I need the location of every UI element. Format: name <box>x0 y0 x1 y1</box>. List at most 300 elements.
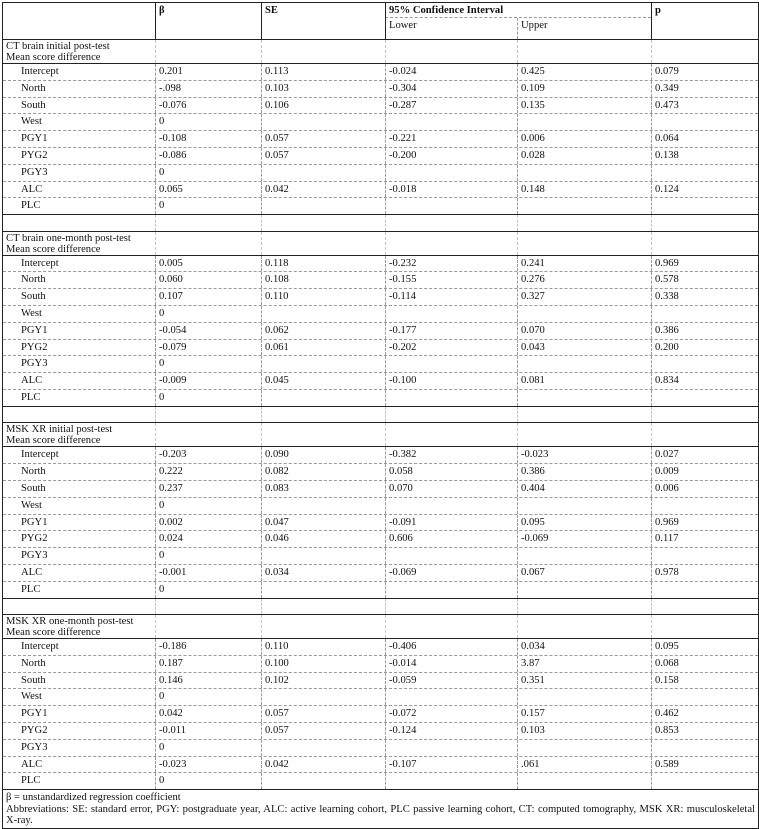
cell-beta: 0.065 <box>155 182 261 198</box>
cell-p <box>651 582 758 598</box>
cell-lower <box>385 740 517 756</box>
spacer-cell <box>261 599 385 615</box>
spacer-cell <box>155 215 261 231</box>
spacer-cell <box>651 215 758 231</box>
cell-se: 0.110 <box>261 289 385 305</box>
cell-upper <box>517 773 651 789</box>
cell-lower: -0.200 <box>385 148 517 164</box>
cell-p <box>651 198 758 214</box>
cell-p: 0.068 <box>651 656 758 672</box>
cell-label: North <box>21 466 46 478</box>
spacer-cell <box>517 215 651 231</box>
spacer-cell <box>517 407 651 423</box>
cell-se: 0.062 <box>261 323 385 339</box>
cell-p: 0.009 <box>651 464 758 480</box>
cell-upper: 0.425 <box>517 64 651 80</box>
cell-label: PGY1 <box>21 324 48 336</box>
table-row <box>3 323 758 340</box>
table-row <box>3 706 758 723</box>
cell-label: PYG2 <box>21 725 48 736</box>
table-row <box>3 390 758 407</box>
spacer-cell <box>155 599 261 615</box>
header-upper-cell <box>517 18 651 39</box>
cell-beta: 0.060 <box>155 272 261 288</box>
regression-table <box>2 2 759 829</box>
cell-upper: 0.404 <box>517 481 651 497</box>
cell-upper: -0.069 <box>517 531 651 547</box>
cell-label: ALC <box>21 375 43 387</box>
cell-beta: 0.002 <box>155 515 261 531</box>
spacer-cell <box>385 407 517 423</box>
cell-lower <box>385 582 517 598</box>
cell-beta: 0 <box>155 582 261 598</box>
header-lower-cell <box>385 3 517 39</box>
cell-lower: -0.287 <box>385 98 517 114</box>
cell-p <box>651 356 758 372</box>
table-body <box>3 40 758 790</box>
section-title <box>3 423 758 446</box>
cell-lower: -0.221 <box>385 131 517 147</box>
cell-p: 0.853 <box>651 723 758 739</box>
cell-upper: 0.135 <box>517 98 651 114</box>
cell-upper <box>517 548 651 564</box>
table-row <box>3 256 758 273</box>
cell-se: 0.110 <box>261 639 385 655</box>
cell-se: 0.057 <box>261 131 385 147</box>
cell-label: PLC <box>21 392 41 404</box>
table-row <box>3 98 758 115</box>
header-confidence-interval: 95% Confidence Interval <box>385 3 651 18</box>
section-title-line1: MSK XR one-month post-test <box>6 616 134 628</box>
cell-label: West <box>21 116 42 128</box>
cell-beta: 0.005 <box>155 256 261 272</box>
header-empty-cell <box>3 3 155 39</box>
cell-beta: -0.086 <box>155 148 261 164</box>
cell-p: 0.578 <box>651 272 758 288</box>
table-row <box>3 498 758 515</box>
cell-label: PGY1 <box>21 133 48 145</box>
cell-label: PGY3 <box>21 741 48 753</box>
cell-se <box>261 689 385 705</box>
cell-upper <box>517 740 651 756</box>
table-row <box>3 64 758 81</box>
cell-upper <box>517 390 651 406</box>
cell-upper: 0.109 <box>517 81 651 97</box>
header-se: SE <box>261 3 385 39</box>
table-row <box>3 673 758 690</box>
section-title-row <box>3 232 758 256</box>
header-beta: β <box>155 3 261 39</box>
cell-label: Intercept <box>21 641 59 653</box>
table-row <box>3 740 758 757</box>
cell-label: Intercept <box>21 66 59 77</box>
cell-lower: -0.059 <box>385 673 517 689</box>
spacer-cell <box>651 407 758 423</box>
cell-beta: 0 <box>155 356 261 372</box>
table-bottom-rule <box>3 827 758 829</box>
section-title-line2: Mean score difference <box>6 52 101 63</box>
cell-label: North <box>21 657 46 669</box>
cell-p <box>651 306 758 322</box>
cell-upper: 3.87 <box>517 656 651 672</box>
cell-beta: 0.237 <box>155 481 261 497</box>
cell-beta: -0.023 <box>155 757 261 773</box>
cell-p: 0.124 <box>651 182 758 198</box>
cell-se: 0.102 <box>261 673 385 689</box>
cell-upper: 0.028 <box>517 148 651 164</box>
cell-lower <box>385 498 517 514</box>
cell-beta: 0 <box>155 773 261 789</box>
cell-se: 0.034 <box>261 565 385 581</box>
cell-lower <box>385 356 517 372</box>
cell-lower <box>385 306 517 322</box>
cell-lower: -0.014 <box>385 656 517 672</box>
cell-se: 0.042 <box>261 757 385 773</box>
table-row <box>3 114 758 131</box>
cell-upper: 0.386 <box>517 464 651 480</box>
cell-beta: -0.009 <box>155 373 261 389</box>
section-title <box>3 615 758 638</box>
cell-beta: -0.203 <box>155 447 261 463</box>
cell-p <box>651 498 758 514</box>
cell-beta: 0 <box>155 548 261 564</box>
spacer-cell <box>651 599 758 615</box>
cell-upper <box>517 689 651 705</box>
cell-se: 0.082 <box>261 464 385 480</box>
cell-p: 0.834 <box>651 373 758 389</box>
cell-p: 0.473 <box>651 98 758 114</box>
table-row <box>3 165 758 182</box>
cell-beta: 0.107 <box>155 289 261 305</box>
cell-label: ALC <box>21 566 43 578</box>
cell-lower: -0.304 <box>385 81 517 97</box>
cell-upper: 0.043 <box>517 340 651 356</box>
cell-beta: 0.042 <box>155 706 261 722</box>
table-row <box>3 131 758 148</box>
cell-label: ALC <box>21 183 43 195</box>
header-upper: Upper <box>521 20 548 31</box>
cell-label: PGY3 <box>21 550 48 562</box>
cell-p: 0.462 <box>651 706 758 722</box>
cell-p: 0.138 <box>651 148 758 164</box>
cell-se: 0.046 <box>261 531 385 547</box>
cell-label: North <box>21 82 46 94</box>
cell-p: 0.158 <box>651 673 758 689</box>
footnote-beta-definition: β = unstandardized regression coefficient <box>6 792 181 804</box>
cell-label: Intercept <box>21 257 59 269</box>
cell-upper: -0.023 <box>517 447 651 463</box>
cell-se: 0.106 <box>261 98 385 114</box>
header-p: p <box>651 3 758 39</box>
cell-lower: -0.124 <box>385 723 517 739</box>
table-row <box>3 198 758 215</box>
section-title-line1: CT brain initial post-test <box>6 41 110 52</box>
table-row <box>3 373 758 390</box>
cell-upper <box>517 198 651 214</box>
cell-lower: 0.606 <box>385 531 517 547</box>
cell-se <box>261 165 385 181</box>
cell-p: 0.978 <box>651 565 758 581</box>
footnote-abbreviations: Abbreviations: SE: standard error, PGY: postgraduate year, ALC: active learning cohort, PLC passive learning cohort, CT: computed tomography, MSK XR: musculoskeletal X-ray. <box>6 803 755 827</box>
cell-label: PGY3 <box>21 166 48 178</box>
cell-upper: .061 <box>517 757 651 773</box>
table-row <box>3 565 758 582</box>
cell-se: 0.100 <box>261 656 385 672</box>
cell-lower <box>385 548 517 564</box>
cell-se <box>261 740 385 756</box>
section-title-row <box>3 423 758 447</box>
section-title-line1: CT brain one-month post-test <box>6 232 131 244</box>
cell-label: PLC <box>21 200 41 212</box>
cell-lower <box>385 165 517 181</box>
cell-se <box>261 773 385 789</box>
cell-upper: 0.081 <box>517 373 651 389</box>
section-title-line2: Mean score difference <box>6 627 101 639</box>
cell-se: 0.061 <box>261 340 385 356</box>
cell-p: 0.200 <box>651 340 758 356</box>
cell-lower: -0.069 <box>385 565 517 581</box>
cell-se: 0.057 <box>261 148 385 164</box>
cell-upper: 0.148 <box>517 182 651 198</box>
cell-se: 0.042 <box>261 182 385 198</box>
cell-label: Intercept <box>21 449 59 461</box>
cell-p <box>651 165 758 181</box>
cell-lower: -0.202 <box>385 340 517 356</box>
table-row <box>3 582 758 599</box>
table-row <box>3 464 758 481</box>
cell-p <box>651 548 758 564</box>
cell-lower: 0.058 <box>385 464 517 480</box>
cell-label: West <box>21 499 42 511</box>
cell-p: 0.027 <box>651 447 758 463</box>
cell-upper <box>517 306 651 322</box>
cell-lower <box>385 114 517 130</box>
cell-lower: 0.070 <box>385 481 517 497</box>
cell-p: 0.006 <box>651 481 758 497</box>
cell-lower: -0.018 <box>385 182 517 198</box>
cell-se <box>261 356 385 372</box>
cell-upper: 0.095 <box>517 515 651 531</box>
spacer-cell <box>261 407 385 423</box>
cell-label: PLC <box>21 775 41 787</box>
table-row <box>3 531 758 548</box>
section-title-row <box>3 40 758 64</box>
table-row <box>3 182 758 199</box>
cell-se: 0.118 <box>261 256 385 272</box>
cell-label: South <box>21 482 46 494</box>
cell-se: 0.057 <box>261 723 385 739</box>
cell-upper: 0.241 <box>517 256 651 272</box>
cell-beta: 0.024 <box>155 531 261 547</box>
section-spacer-row <box>3 215 758 232</box>
cell-p: 0.386 <box>651 323 758 339</box>
cell-upper <box>517 356 651 372</box>
cell-p: 0.079 <box>651 64 758 80</box>
cell-se <box>261 498 385 514</box>
cell-lower: -0.177 <box>385 323 517 339</box>
section-title-row <box>3 615 758 639</box>
table-row <box>3 757 758 774</box>
cell-se <box>261 306 385 322</box>
cell-beta: 0 <box>155 306 261 322</box>
table-row <box>3 272 758 289</box>
cell-lower: -0.100 <box>385 373 517 389</box>
cell-beta: -0.186 <box>155 639 261 655</box>
cell-p <box>651 689 758 705</box>
table-row <box>3 515 758 532</box>
cell-upper: 0.276 <box>517 272 651 288</box>
section-spacer-row <box>3 407 758 424</box>
cell-upper <box>517 498 651 514</box>
cell-beta: -0.108 <box>155 131 261 147</box>
cell-beta: 0 <box>155 198 261 214</box>
cell-se: 0.057 <box>261 706 385 722</box>
cell-se: 0.045 <box>261 373 385 389</box>
cell-p: 0.969 <box>651 515 758 531</box>
cell-p <box>651 114 758 130</box>
cell-label: South <box>21 291 46 303</box>
cell-label: PGY3 <box>21 358 48 370</box>
table-header-row <box>3 3 758 40</box>
header-lower: Lower <box>389 20 417 31</box>
table-row <box>3 656 758 673</box>
cell-label: South <box>21 674 46 686</box>
section-spacer-row <box>3 599 758 616</box>
cell-beta: 0 <box>155 740 261 756</box>
cell-lower: -0.406 <box>385 639 517 655</box>
cell-se: 0.103 <box>261 81 385 97</box>
cell-se: 0.083 <box>261 481 385 497</box>
cell-beta: 0.222 <box>155 464 261 480</box>
cell-p: 0.117 <box>651 531 758 547</box>
table-row <box>3 81 758 98</box>
footnote-area <box>3 790 758 827</box>
cell-se: 0.113 <box>261 64 385 80</box>
table-row <box>3 356 758 373</box>
cell-lower: -0.091 <box>385 515 517 531</box>
table-row <box>3 548 758 565</box>
cell-p <box>651 390 758 406</box>
cell-label: PLC <box>21 583 41 595</box>
cell-upper: 0.006 <box>517 131 651 147</box>
cell-beta: -0.079 <box>155 340 261 356</box>
cell-upper <box>517 165 651 181</box>
spacer-cell <box>385 215 517 231</box>
cell-lower: -0.232 <box>385 256 517 272</box>
cell-p: 0.589 <box>651 757 758 773</box>
cell-label: North <box>21 274 46 286</box>
cell-upper: 0.034 <box>517 639 651 655</box>
cell-beta: 0 <box>155 114 261 130</box>
cell-upper: 0.351 <box>517 673 651 689</box>
table-row <box>3 723 758 740</box>
cell-label: PYG2 <box>21 533 48 545</box>
cell-se <box>261 548 385 564</box>
cell-label: PYG2 <box>21 149 48 161</box>
cell-p: 0.064 <box>651 131 758 147</box>
cell-label: West <box>21 691 42 703</box>
cell-lower <box>385 689 517 705</box>
spacer-cell <box>385 599 517 615</box>
cell-p: 0.095 <box>651 639 758 655</box>
cell-lower: -0.114 <box>385 289 517 305</box>
table-row <box>3 689 758 706</box>
cell-beta: 0 <box>155 498 261 514</box>
cell-lower: -0.382 <box>385 447 517 463</box>
cell-beta: 0 <box>155 390 261 406</box>
cell-beta: -0.054 <box>155 323 261 339</box>
table-row <box>3 340 758 357</box>
cell-upper <box>517 114 651 130</box>
cell-beta: -.098 <box>155 81 261 97</box>
cell-label: South <box>21 99 46 111</box>
cell-p <box>651 740 758 756</box>
table-row <box>3 773 758 790</box>
cell-lower: -0.107 <box>385 757 517 773</box>
cell-label: West <box>21 308 42 320</box>
cell-label: ALC <box>21 758 43 770</box>
cell-lower <box>385 390 517 406</box>
cell-lower: -0.155 <box>385 272 517 288</box>
cell-p <box>651 773 758 789</box>
cell-lower <box>385 198 517 214</box>
cell-beta: 0 <box>155 165 261 181</box>
cell-lower: -0.024 <box>385 64 517 80</box>
cell-se <box>261 582 385 598</box>
cell-lower <box>385 773 517 789</box>
table-row <box>3 306 758 323</box>
cell-lower: -0.072 <box>385 706 517 722</box>
table-row <box>3 148 758 165</box>
cell-beta: 0.187 <box>155 656 261 672</box>
spacer-cell <box>261 215 385 231</box>
table-row <box>3 447 758 464</box>
section-title <box>3 40 758 63</box>
cell-upper: 0.070 <box>517 323 651 339</box>
cell-beta: 0.146 <box>155 673 261 689</box>
table-row <box>3 481 758 498</box>
cell-beta: -0.076 <box>155 98 261 114</box>
spacer-cell <box>517 599 651 615</box>
section-title-line1: MSK XR initial post-test <box>6 424 113 436</box>
cell-label: PGY1 <box>21 708 48 720</box>
cell-p: 0.349 <box>651 81 758 97</box>
cell-beta: 0.201 <box>155 64 261 80</box>
section-title <box>3 232 758 255</box>
cell-se: 0.090 <box>261 447 385 463</box>
section-title-line2: Mean score difference <box>6 435 101 447</box>
cell-beta: -0.001 <box>155 565 261 581</box>
cell-upper: 0.327 <box>517 289 651 305</box>
cell-label: PGY1 <box>21 516 48 528</box>
cell-upper: 0.103 <box>517 723 651 739</box>
cell-se: 0.108 <box>261 272 385 288</box>
section-title-line2: Mean score difference <box>6 243 101 255</box>
table-row <box>3 289 758 306</box>
spacer-cell <box>155 407 261 423</box>
cell-se <box>261 198 385 214</box>
cell-upper: 0.157 <box>517 706 651 722</box>
cell-upper <box>517 582 651 598</box>
cell-upper: 0.067 <box>517 565 651 581</box>
table-row <box>3 639 758 656</box>
cell-se: 0.047 <box>261 515 385 531</box>
cell-p: 0.969 <box>651 256 758 272</box>
cell-beta: -0.011 <box>155 723 261 739</box>
cell-beta: 0 <box>155 689 261 705</box>
cell-p: 0.338 <box>651 289 758 305</box>
cell-se <box>261 390 385 406</box>
